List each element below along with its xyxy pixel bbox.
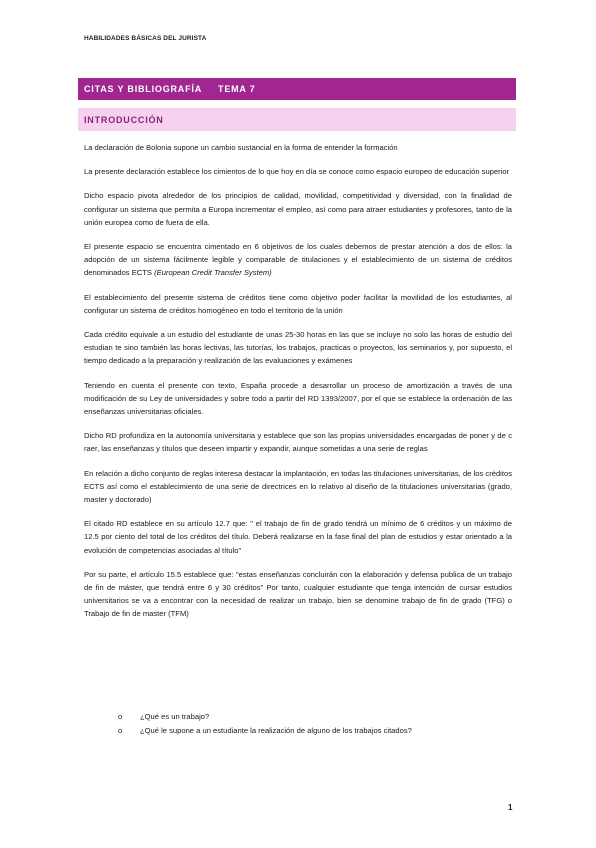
paragraph: La presente declaración establece los cimientos de lo que hoy en día se conoce como espacio europeo de educación superior [84,167,510,177]
list-item [118,710,498,724]
paragraph: El citado RD establece en su artículo 12.7 que: " el trabajo de fin de grado tendrá un mínimo de 6 créditos y un máximo de 12.5 por ciento del total de los créditos del título. Deberá realizarse en la fase final del plan de estudios y estar orientado a la evolución de competencias asociadas al título" [84,519,512,555]
paragraph: El establecimiento del presente sistema de créditos tiene como objetivo poder facilitar la movilidad de los estudiantes, al configurar un sistema de créditos homogéneo en todo el territorio de la unión [84,292,512,315]
chapter-title-bar [78,78,516,100]
ects-expansion: (European Credit Transfer System) [154,268,272,278]
chapter-tema: TEMA 7 [218,84,256,94]
paragraph: Cada crédito equivale a un estudio del estudiante de unas 25-30 horas en las que se incluye no solo las horas de estudio del estudian te sino también las horas lectivas, las tutorías, los trabajos, practicas o proyectos, los seminarios y, por supuesto, el tiempo dedicado a la preparación y realización de las evaluaciones y exámenes [84,330,512,366]
question-list [118,710,498,737]
chapter-title: CITAS Y BIBLIOGRAFÍA [84,84,203,94]
bullet-marker: o [118,725,123,735]
body-text [84,141,512,632]
section-title: INTRODUCCIÓN [84,114,164,125]
running-header: HABILIDADES BÁSICAS DEL JURISTA [84,35,207,42]
list-item [118,724,498,738]
paragraph-text: El presente espacio se encuentra cimentado en 6 objetivos de los cuales debemos de prestar atención a dos de ellos: la adopción de un sistema fácilmente legible y comparable de titulaciones y el establecimiento de un sistema de créditos denominados ECTS [84,242,512,278]
paragraph: La declaración de Bolonia supone un cambio sustancial en la forma de entender la formación [84,143,398,152]
section-title-bar [78,108,516,131]
paragraph: Por su parte, el artículo 15.5 establece que: "estas enseñanzas concluirán con la elaboración y defensa publica de un trabajo de fin de máster, que tendrá entre 6 y 30 créditos" Por tanto, cualquier estudiante que tenga intención de cursar estudios universitarios se va a encontrar con la necesidad de realizar un trabajo, bien se denomine trabajo de fin de grado (TFG) o Trabajo de fin de master (TFM) [84,569,512,619]
paragraph [84,240,512,280]
paragraph: Dicho espacio pivota alrededor de los principios de calidad, movilidad, competitividad y diversidad, con la finalidad de configurar un sistema que permita a Europa incrementar el empleo, así como para atraer estudiantes y profesores, tanto de la unión europea como de fuera de ella. [84,191,512,227]
bullet-marker: o [118,712,123,721]
paragraph: En relación a dicho conjunto de reglas interesa destacar la implantación, en todas las titulaciones universitarias, de los créditos ECTS así como el establecimiento de una serie de directrices en lo relativo al diseño de la titulaciones universitarias (grado, master y doctorado) [84,468,512,505]
paragraph: Teniendo en cuenta el presente con texto, España procede a desarrollar un proceso de amortización a través de una modificación de su Ley de universidades y sobre todo a partir del RD 1393/2007, por el que se establece la ordenación de las enseñanzas universitarias oficiales. [84,380,512,417]
list-item-text: ¿Qué es un trabajo? [140,712,210,721]
page-number: 1 [508,803,513,812]
list-item-text: ¿Qué le supone a un estudiante la realización de alguno de los trabajos citados? [140,725,412,735]
paragraph: Dicho RD profundiza en la autonomía universitaria y establece que son las propias universidades encargadas de poner y de c raer, las enseñanzas y títulos que deseen impartir y expandir, aunque sometidas a una serie de reglas [84,431,512,454]
